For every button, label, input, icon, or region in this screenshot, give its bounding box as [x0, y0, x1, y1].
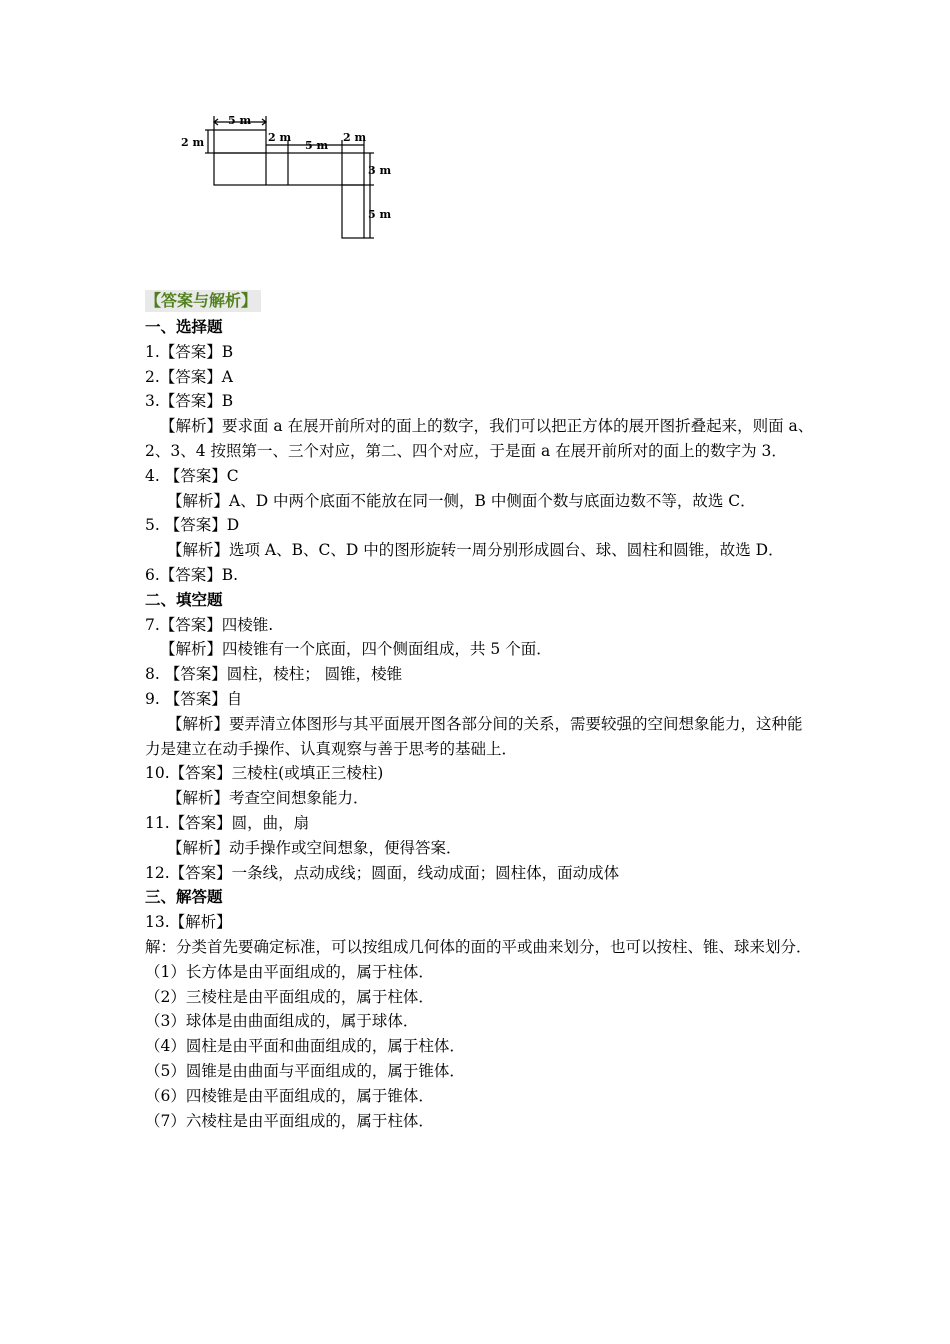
answer-line: 11.【答案】圆，曲，扇 — [145, 813, 310, 832]
dim-label: 3 m — [368, 164, 392, 177]
dim-label: 5 m — [228, 114, 252, 127]
analysis-line: 【解析】A、D 中两个底面不能放在同一侧，B 中侧面个数与底面边数不等，故选 C． — [167, 491, 756, 510]
net-diagram — [178, 110, 398, 245]
answer-line: 3.【答案】B — [145, 392, 234, 411]
dim-label: 5 m — [368, 208, 392, 221]
dim-label: 2 m — [181, 136, 205, 149]
dim-label: 2 m — [268, 131, 292, 144]
solution-item: （3）球体是由曲面组成的，属于球体． — [145, 1012, 419, 1031]
solution-item: （2）三棱柱是由平面组成的，属于柱体． — [145, 987, 434, 1006]
analysis-line: 【解析】四棱锥有一个底面，四个侧面组成，共 5 个面． — [160, 640, 552, 659]
section-title-solve: 三、解答题 — [145, 887, 223, 907]
solution-item: （6）四棱锥是由平面组成的，属于锥体． — [145, 1086, 434, 1105]
answer-line: 13.【解析】 — [145, 913, 232, 932]
answer-header: 【答案与解析】 — [145, 290, 261, 312]
answer-line: 8. 【答案】圆柱，棱柱； 圆锥，棱锥 — [145, 665, 403, 684]
solution-item: （1）长方体是由平面组成的，属于柱体． — [145, 962, 434, 981]
solution-paragraph: 解：分类首先要确定标准，可以按组成几何体的面的平或曲来划分，也可以按柱、锥、球来划分． — [145, 937, 812, 956]
answer-line: 9. 【答案】自 — [145, 689, 243, 708]
answer-line: 2.【答案】A — [145, 367, 233, 386]
dim-label: 5 m — [305, 139, 329, 152]
answer-line: 5. 【答案】D — [145, 516, 240, 535]
analysis-paragraph: 【解析】选项 A、B、C、D 中的图形旋转一周分别形成圆台、球、圆柱和圆锥，故选 D． — [167, 541, 784, 560]
solution-item: （7）六棱柱是由平面组成的，属于柱体． — [145, 1111, 434, 1130]
dim-label: 2 m — [343, 131, 367, 144]
analysis-paragraph: 【解析】要求面 a 在展开前所对的面上的数字，我们可以把正方体的展开图折叠起来，则面 a、2、3、4 按照第一、三个对应，第二、四个对应，于是面 a 在展开前所对的面上的数字为 3． — [145, 417, 814, 460]
answer-section — [145, 290, 815, 1133]
answer-line: 6.【答案】B. — [145, 565, 239, 584]
section-title-choice: 一、选择题 — [145, 317, 223, 336]
solution-item: （5）圆锥是由曲面与平面组成的，属于锥体． — [145, 1061, 465, 1080]
answer-line: 4. 【答案】C — [145, 466, 239, 485]
solution-item: （4）圆柱是由平面和曲面组成的，属于柱体． — [145, 1037, 465, 1056]
analysis-paragraph: 【解析】要弄清立体图形与其平面展开图各部分间的关系，需要较强的空间想象能力，这种能力是建立在动手操作、认真观察与善于思考的基础上． — [145, 714, 803, 758]
analysis-line: 【解析】考查空间想象能力． — [167, 789, 369, 808]
section-title-fill: 二、填空题 — [145, 589, 223, 609]
answer-line: 1.【答案】B — [145, 342, 234, 361]
analysis-line: 【解析】动手操作或空间想象，便得答案． — [167, 838, 462, 857]
answer-line: 10.【答案】三棱柱(或填正三棱柱) — [145, 764, 384, 783]
answer-line: 7.【答案】四棱锥. — [145, 615, 274, 634]
answer-line: 12.【答案】一条线，点动成线；圆面，线动成面；圆柱体，面动成体 — [145, 863, 620, 882]
